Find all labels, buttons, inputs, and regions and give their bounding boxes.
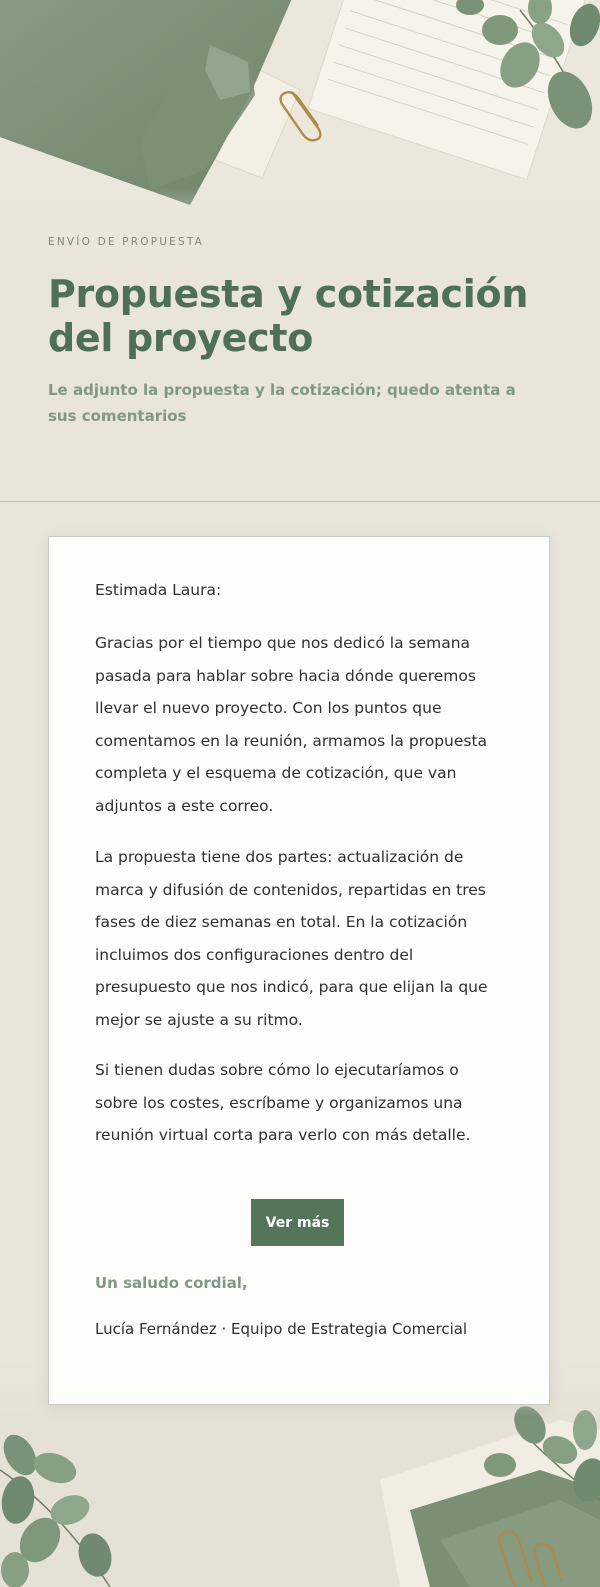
letter-paragraph: Si tienen dudas sobre cómo lo ejecutaríamos o sobre los costes, escríbame y organizamos una reunión virtual corta para verlo con más detalle. <box>95 1061 471 1145</box>
ver-mas-button[interactable]: Ver más <box>251 1199 344 1246</box>
letter-paragraph: Gracias por el tiempo que nos dedicó la semana pasada para hablar sobre hacia dónde queremos llevar el nuevo proyecto. Con los puntos que comentamos en la reunión, armamos la propuesta completa y el esquema de cotización, que van adjuntos a este correo. <box>95 634 488 815</box>
header-image <box>0 0 600 260</box>
page-subtitle: Le adjunto la propuesta y la cotización; quedo atenta a sus comentarios <box>48 381 516 425</box>
section-divider <box>0 501 600 502</box>
letter-closing: Un saludo cordial, <box>95 1274 248 1292</box>
eyebrow-label: ENVÍO DE PROPUESTA <box>48 236 205 248</box>
letter-paragraph: La propuesta tiene dos partes: actualización de marca y difusión de contenidos, repartidas en tres fases de diez semanas en total. En la cotización incluimos dos configuraciones dentro del presupuesto que nos indicó, para que elijan la que mejor se ajuste a su ritmo. <box>95 848 488 1029</box>
letter-card <box>48 536 550 1405</box>
page-title: Propuesta y cotización del proyecto <box>48 272 529 360</box>
letter-signature: Lucía Fernández · Equipo de Estrategia Comercial <box>95 1320 468 1338</box>
letter-greeting: Estimada Laura: <box>95 581 222 599</box>
